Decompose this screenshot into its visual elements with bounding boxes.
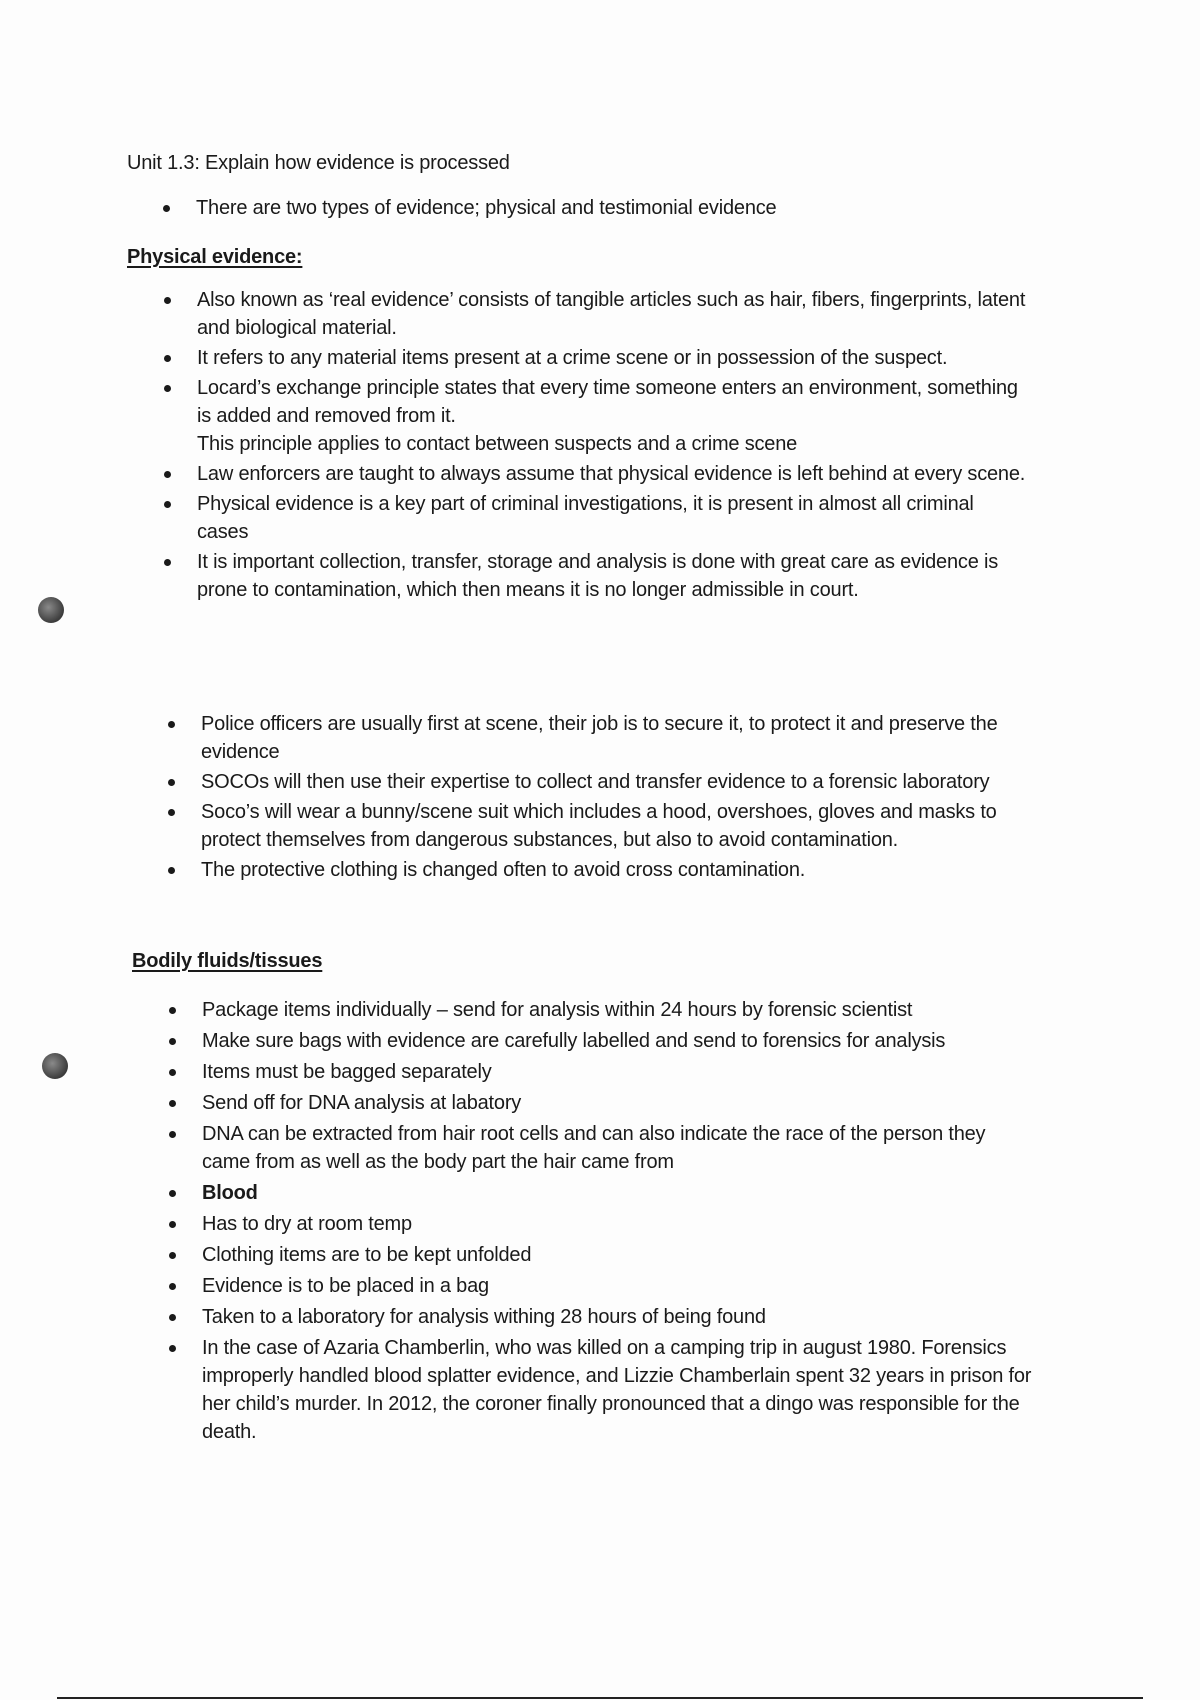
list-item xyxy=(197,548,1027,604)
bullet-icon xyxy=(169,1345,176,1352)
bullet-icon xyxy=(168,867,175,874)
crime-scene-list xyxy=(201,710,1031,886)
list-item-text: Package items individually – send for analysis within 24 hours by forensic scientist xyxy=(202,999,913,1021)
bullet-icon xyxy=(169,1007,176,1014)
list-item-text: DNA can be extracted from hair root cells and can also indicate the race of the person they came from as well as the body part the hair came from xyxy=(202,1123,986,1173)
list-item-text: There are two types of evidence; physical and testimonial evidence xyxy=(196,197,777,219)
bullet-icon xyxy=(164,355,171,362)
bullet-icon xyxy=(169,1283,176,1290)
bullet-icon xyxy=(169,1100,176,1107)
list-item xyxy=(202,996,1032,1024)
bottom-rule xyxy=(57,1697,1143,1699)
bullet-icon xyxy=(164,297,171,304)
bullet-icon xyxy=(168,721,175,728)
list-item xyxy=(202,1272,1032,1300)
list-item xyxy=(202,1089,1032,1117)
list-item xyxy=(202,1210,1032,1238)
list-item xyxy=(202,1120,1032,1176)
list-item-text: Locard’s exchange principle states that every time someone enters an environment, something is added and removed from it. xyxy=(197,377,1018,427)
list-item-text: Police officers are usually first at scene, their job is to secure it, to protect it and preserve the evidence xyxy=(201,713,998,763)
list-item-text: Items must be bagged separately xyxy=(202,1061,492,1083)
list-item xyxy=(201,710,1031,766)
list-item-text: It refers to any material items present at a crime scene or in possession of the suspect. xyxy=(197,347,948,369)
bullet-icon xyxy=(169,1190,176,1197)
list-item xyxy=(196,194,1056,222)
list-item-note: This principle applies to contact between suspects and a crime scene xyxy=(197,433,798,455)
bullet-icon xyxy=(169,1038,176,1045)
intro-list xyxy=(196,194,1056,222)
list-item-text: The protective clothing is changed often to avoid cross contamination. xyxy=(201,859,806,881)
bullet-icon xyxy=(169,1221,176,1228)
bullet-icon xyxy=(164,501,171,508)
punch-hole xyxy=(38,597,64,623)
list-item xyxy=(202,1058,1032,1086)
physical-evidence-list xyxy=(197,286,1027,606)
list-item xyxy=(201,798,1031,854)
list-item xyxy=(197,344,1027,372)
list-item-text: Also known as ‘real evidence’ consists of tangible articles such as hair, fibers, fingerprints, latent and biological material. xyxy=(197,289,1026,339)
list-item xyxy=(202,1334,1032,1446)
bodily-fluids-list xyxy=(202,996,1032,1449)
list-item xyxy=(197,374,1027,458)
list-item-text: Taken to a laboratory for analysis withing 28 hours of being found xyxy=(202,1306,766,1328)
list-item-text: Physical evidence is a key part of criminal investigations, it is present in almost all criminal cases xyxy=(197,493,974,543)
list-item xyxy=(197,490,1027,546)
list-item xyxy=(197,286,1027,342)
bullet-icon xyxy=(168,779,175,786)
list-item-text: Law enforcers are taught to always assume that physical evidence is left behind at every scene. xyxy=(197,463,1026,485)
list-item-text: Send off for DNA analysis at labatory xyxy=(202,1092,522,1114)
bullet-icon xyxy=(169,1131,176,1138)
bullet-icon xyxy=(168,809,175,816)
list-item xyxy=(202,1179,1032,1207)
bullet-icon xyxy=(164,471,171,478)
list-item-text: In the case of Azaria Chamberlin, who was killed on a camping trip in august 1980. Forensics improperly handled blood splatter evidence, and Lizzie Chamberlain spent 32 years in prison for her child’s murder. In 2012, the coroner finally pronounced that a dingo was responsible for the death. xyxy=(202,1337,1032,1443)
list-item-text: Make sure bags with evidence are carefully labelled and send to forensics for analysis xyxy=(202,1030,946,1052)
list-item xyxy=(201,768,1031,796)
list-item xyxy=(202,1303,1032,1331)
punch-hole xyxy=(42,1053,68,1079)
list-item xyxy=(202,1241,1032,1269)
list-item xyxy=(197,460,1027,488)
list-item-text: It is important collection, transfer, storage and analysis is done with great care as evidence is prone to contamination, which then means it is no longer admissible in court. xyxy=(197,551,999,601)
bullet-icon xyxy=(164,559,171,566)
bullet-icon xyxy=(169,1069,176,1076)
list-item xyxy=(201,856,1031,884)
bodily-fluids-heading: Bodily fluids/tissues xyxy=(132,950,323,972)
list-item-text: Clothing items are to be kept unfolded xyxy=(202,1244,532,1266)
physical-evidence-heading: Physical evidence: xyxy=(127,246,303,268)
list-item-text: Blood xyxy=(202,1182,258,1204)
bullet-icon xyxy=(169,1314,176,1321)
page-title: Unit 1.3: Explain how evidence is processed xyxy=(127,152,510,174)
list-item-text: Has to dry at room temp xyxy=(202,1213,412,1235)
bullet-icon xyxy=(164,385,171,392)
bullet-icon xyxy=(163,205,170,212)
list-item-text: Evidence is to be placed in a bag xyxy=(202,1275,489,1297)
bullet-icon xyxy=(169,1252,176,1259)
list-item-text: SOCOs will then use their expertise to collect and transfer evidence to a forensic laboratory xyxy=(201,771,990,793)
list-item-text: Soco’s will wear a bunny/scene suit which includes a hood, overshoes, gloves and masks to protect themselves from dangerous substances, but also to avoid contamination. xyxy=(201,801,997,851)
list-item xyxy=(202,1027,1032,1055)
